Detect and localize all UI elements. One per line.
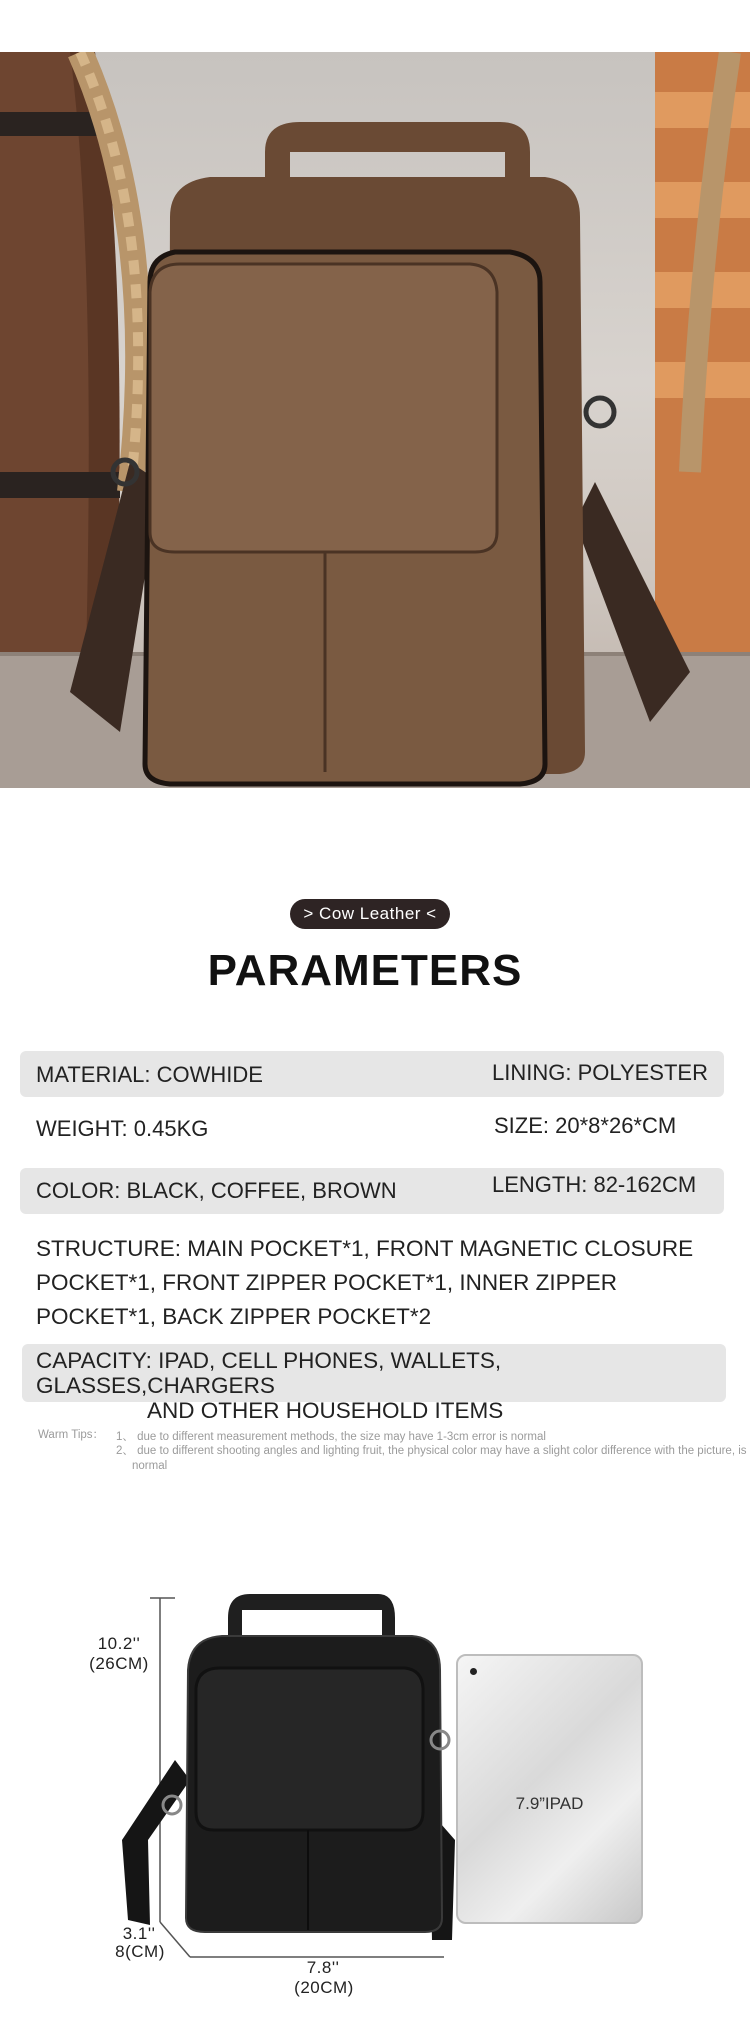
size-param: SIZE: 20*8*26*CM <box>494 1113 677 1138</box>
height-in-label: 10.2'' <box>97 1634 141 1653</box>
ipad-size-label: 7.9”IPAD <box>515 1794 584 1813</box>
brown-bag-illustration <box>0 52 750 788</box>
weight-param: WEIGHT: 0.45KG <box>36 1116 209 1141</box>
lining-param: LINING: POLYESTER <box>492 1060 708 1085</box>
parameters-heading: PARAMETERS <box>207 946 523 995</box>
material-param: MATERIAL: COWHIDE <box>36 1062 263 1087</box>
capacity-line-2: AND OTHER HOUSEHOLD ITEMS <box>147 1398 504 1423</box>
width-cm-label: (20CM) <box>294 1978 354 1997</box>
color-param: COLOR: BLACK, COFFEE, BROWN <box>36 1178 397 1203</box>
length-param: LENGTH: 82-162CM <box>492 1172 697 1197</box>
warm-tip-1: 1、 due to different measurement methods, the size may have 1-3cm error is normal <box>116 1431 546 1443</box>
structure-param: STRUCTURE: MAIN POCKET*1, FRONT MAGNETIC CLOSURE POCKET*1, FRONT ZIPPER POCKET*1, INNER ZIPPER POCKET*1, BACK ZIPPER POCKET*2 <box>36 1236 694 1329</box>
ipad-camera-icon <box>470 1668 477 1675</box>
dimension-diagram <box>0 1540 750 2043</box>
product-photo-brown-bag <box>0 52 750 788</box>
ipad-illustration <box>456 1654 643 1924</box>
warm-tip-2: 2、 due to different shooting angles and lighting fruit, the physical color may have a slight color difference with the picture, is normal <box>116 1445 747 1472</box>
width-in-label: 7.8'' <box>306 1958 340 1977</box>
capacity-line-1: CAPACITY: IPAD, CELL PHONES, WALLETS, GLASSES,CHARGERS <box>36 1348 502 1398</box>
warm-tips-label: Warm Tips： <box>38 1429 105 1441</box>
depth-in-label: 3.1'' <box>122 1924 156 1943</box>
capacity-param <box>24 1348 724 1423</box>
cow-leather-badge: > Cow Leather < <box>290 899 450 929</box>
depth-cm-label: 8(CM) <box>115 1942 165 1961</box>
height-cm-label: (26CM) <box>89 1654 149 1673</box>
